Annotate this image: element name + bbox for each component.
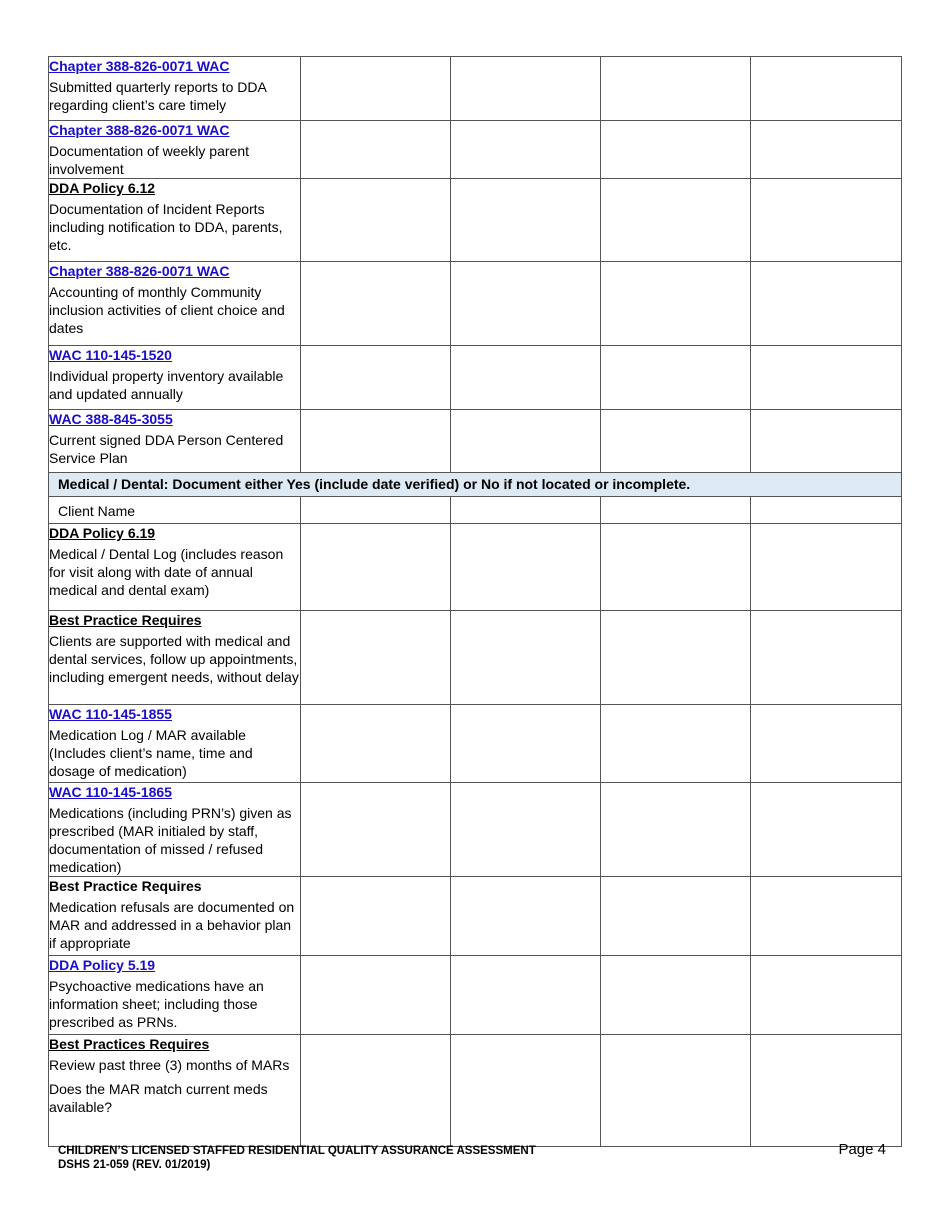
requirement-cell <box>49 410 301 473</box>
response-cell[interactable] <box>751 57 902 121</box>
response-cell[interactable] <box>301 410 451 473</box>
response-cell[interactable] <box>301 262 451 346</box>
response-cell[interactable] <box>301 956 451 1035</box>
response-cell[interactable] <box>301 1035 451 1147</box>
section-header-row <box>49 473 902 497</box>
table-row <box>49 1035 902 1147</box>
response-cell[interactable] <box>751 877 902 956</box>
footer <box>58 1144 536 1172</box>
requirement-text: Psychoactive medications have an information sheet; including those prescribed as PRNs. <box>49 978 264 1030</box>
response-cell[interactable] <box>601 346 751 410</box>
requirement-text: Medical / Dental Log (includes reason for visit along with date of annual medical and dental exam) <box>49 546 284 598</box>
regulation-link[interactable]: Chapter 388-826-0071 WAC <box>49 122 230 138</box>
section-header-group <box>49 473 902 524</box>
response-cell[interactable] <box>301 121 451 179</box>
client-name-label: Client Name <box>49 497 301 524</box>
requirement-text: Documentation of weekly parent involvement <box>49 143 249 177</box>
response-cell[interactable] <box>451 410 601 473</box>
response-cell[interactable] <box>751 524 902 611</box>
requirement-cell <box>49 1035 301 1147</box>
response-cell[interactable] <box>301 346 451 410</box>
regulation-link[interactable]: WAC 110-145-1520 <box>49 347 172 363</box>
response-cell[interactable] <box>601 524 751 611</box>
response-cell[interactable] <box>751 956 902 1035</box>
response-cell[interactable] <box>301 179 451 262</box>
response-cell[interactable] <box>751 262 902 346</box>
response-cell[interactable] <box>301 524 451 611</box>
response-cell[interactable] <box>451 121 601 179</box>
client-name-cell[interactable] <box>751 497 902 524</box>
requirement-text: Clients are supported with medical and dental services, follow up appointments, including emergent needs, without delay <box>49 633 299 685</box>
response-cell[interactable] <box>451 705 601 783</box>
requirement-cell <box>49 524 301 611</box>
response-cell[interactable] <box>601 410 751 473</box>
requirement-heading: Best Practices Requires <box>49 1036 210 1052</box>
response-cell[interactable] <box>601 57 751 121</box>
response-cell[interactable] <box>601 877 751 956</box>
requirement-text: Medication refusals are documented on MAR and addressed in a behavior plan if appropriate <box>49 899 295 951</box>
client-name-cell[interactable] <box>301 497 451 524</box>
requirement-cell <box>49 57 301 121</box>
response-cell[interactable] <box>451 262 601 346</box>
requirement-cell <box>49 705 301 783</box>
response-cell[interactable] <box>601 611 751 705</box>
footer-form-number: DSHS 21-059 (REV. 01/2019) <box>58 1159 211 1171</box>
table-body-bottom <box>49 524 902 1147</box>
table-row <box>49 611 902 705</box>
requirement-text: Does the MAR match current meds available? <box>49 1081 268 1115</box>
table-row <box>49 410 902 473</box>
response-cell[interactable] <box>601 121 751 179</box>
regulation-link[interactable]: Chapter 388-826-0071 WAC <box>49 58 230 74</box>
requirement-text: Individual property inventory available and updated annually <box>49 368 284 402</box>
requirement-text: Medications (including PRN’s) given as prescribed (MAR initialed by staff, documentation of missed / refused medication) <box>49 805 292 875</box>
requirement-text: Review past three (3) months of MARs <box>49 1057 290 1073</box>
response-cell[interactable] <box>751 410 902 473</box>
section-header: Medical / Dental: Document either Yes (include date verified) or No if not located or incomplete. <box>49 473 902 497</box>
requirement-cell <box>49 179 301 262</box>
table-row <box>49 179 902 262</box>
regulation-link[interactable]: WAC 110-145-1855 <box>49 706 172 722</box>
response-cell[interactable] <box>751 346 902 410</box>
client-name-row <box>49 497 902 524</box>
response-cell[interactable] <box>451 524 601 611</box>
response-cell[interactable] <box>451 956 601 1035</box>
requirement-heading: DDA Policy 6.19 <box>49 525 156 541</box>
client-name-cell[interactable] <box>451 497 601 524</box>
response-cell[interactable] <box>601 956 751 1035</box>
response-cell[interactable] <box>751 783 902 877</box>
response-cell[interactable] <box>301 783 451 877</box>
assessment-table <box>48 56 902 1147</box>
footer-title: CHILDREN’S LICENSED STAFFED RESIDENTIAL QUALITY ASSURANCE ASSESSMENT <box>58 1145 536 1157</box>
response-cell[interactable] <box>451 611 601 705</box>
requirement-cell <box>49 121 301 179</box>
response-cell[interactable] <box>451 1035 601 1147</box>
requirement-text: Accounting of monthly Community inclusion activities of client choice and dates <box>49 284 285 336</box>
requirement-heading: Best Practice Requires <box>49 612 202 628</box>
requirement-heading: Best Practice Requires <box>49 878 202 894</box>
response-cell[interactable] <box>301 57 451 121</box>
table-body-top <box>49 57 902 473</box>
requirement-cell <box>49 877 301 956</box>
requirement-text: Current signed DDA Person Centered Service Plan <box>49 432 284 466</box>
response-cell[interactable] <box>601 262 751 346</box>
response-cell[interactable] <box>751 1035 902 1147</box>
response-cell[interactable] <box>451 57 601 121</box>
response-cell[interactable] <box>601 1035 751 1147</box>
regulation-link[interactable]: WAC 110-145-1865 <box>49 784 172 800</box>
table-row <box>49 705 902 783</box>
requirement-heading: DDA Policy 6.12 <box>49 180 156 196</box>
regulation-link[interactable]: DDA Policy 5.19 <box>49 957 156 973</box>
requirement-cell <box>49 783 301 877</box>
response-cell[interactable] <box>601 783 751 877</box>
requirement-text: Medication Log / MAR available (Includes client’s name, time and dosage of medication) <box>49 727 253 779</box>
response-cell[interactable] <box>451 783 601 877</box>
regulation-link[interactable]: Chapter 388-826-0071 WAC <box>49 263 230 279</box>
page-number: Page 4 <box>838 1141 886 1158</box>
table-row <box>49 524 902 611</box>
response-cell[interactable] <box>451 179 601 262</box>
table-row <box>49 877 902 956</box>
requirement-cell <box>49 611 301 705</box>
response-cell[interactable] <box>601 179 751 262</box>
regulation-link[interactable]: WAC 388-845-3055 <box>49 411 173 427</box>
requirement-text: Submitted quarterly reports to DDA regarding client’s care timely <box>49 79 267 113</box>
response-cell[interactable] <box>751 611 902 705</box>
requirement-cell <box>49 262 301 346</box>
response-cell[interactable] <box>601 705 751 783</box>
response-cell[interactable] <box>751 179 902 262</box>
response-cell[interactable] <box>301 611 451 705</box>
table-row <box>49 346 902 410</box>
requirement-cell <box>49 956 301 1035</box>
requirement-text: Documentation of Incident Reports including notification to DDA, parents, etc. <box>49 201 283 253</box>
response-cell[interactable] <box>301 877 451 956</box>
table-row <box>49 121 902 179</box>
response-cell[interactable] <box>751 705 902 783</box>
table-row <box>49 262 902 346</box>
requirement-cell <box>49 346 301 410</box>
table-row <box>49 956 902 1035</box>
response-cell[interactable] <box>301 705 451 783</box>
response-cell[interactable] <box>751 121 902 179</box>
client-name-cell[interactable] <box>601 497 751 524</box>
table-row <box>49 57 902 121</box>
response-cell[interactable] <box>451 346 601 410</box>
table-row <box>49 783 902 877</box>
response-cell[interactable] <box>451 877 601 956</box>
